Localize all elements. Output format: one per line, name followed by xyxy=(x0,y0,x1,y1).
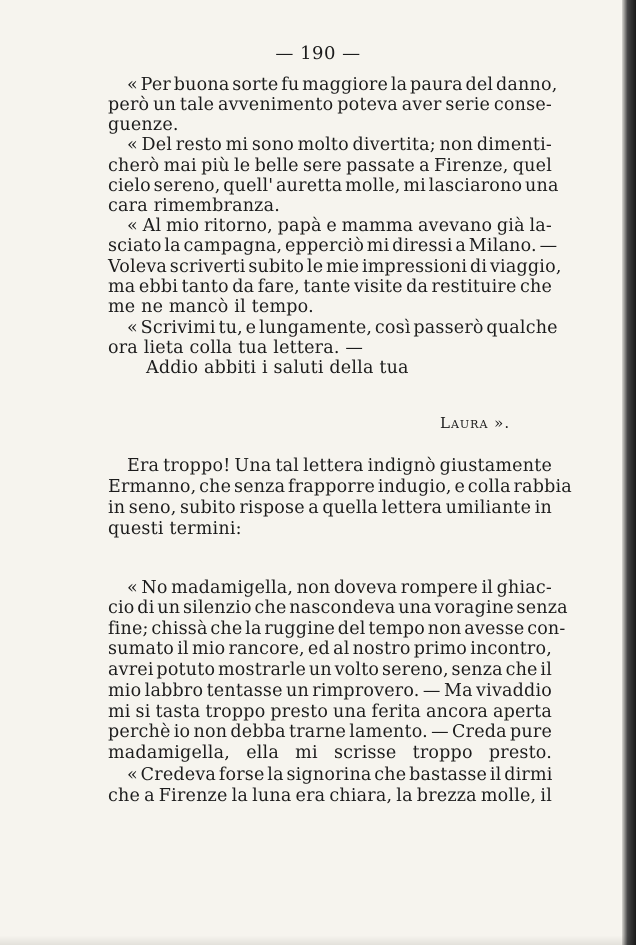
text-line: ma ebbi tanto da fare, tante visite da restituire che xyxy=(108,277,552,297)
text-line: perchè io non debba trarne lamento. — Creda pure xyxy=(108,722,552,742)
text-line: « Per buona sorte fu maggiore la paura del danno, xyxy=(127,75,558,95)
page-number: — 190 — xyxy=(275,43,361,64)
text-line: questi termini: xyxy=(108,519,242,539)
text-line: « No madamigella, non doveva rompere il ghiac- xyxy=(127,578,552,598)
text-line: cherò mai più le belle sere passate a Firenze, quel xyxy=(108,156,552,176)
text-line: Era troppo! Una tal lettera indignò giustamente xyxy=(127,456,552,476)
text-line: in seno, subito rispose a quella lettera umiliante in xyxy=(108,498,552,518)
text-line: però un tale avvenimento poteva aver serie conse- xyxy=(108,95,552,115)
text-line: avrei potuto mostrarle un volto sereno, senza che il xyxy=(108,660,552,680)
text-line: sciato la campagna, epperciò mi diressi a Milano. — xyxy=(108,236,558,256)
text-line: « Credeva forse la signorina che bastasse il dirmi xyxy=(127,765,553,785)
text-line: fine; chissà che la ruggine del tempo non avesse con- xyxy=(108,619,566,639)
page-edge-shadow xyxy=(622,0,636,945)
text-line: cielo sereno, quell' auretta molle, mi lasciarono una xyxy=(108,176,559,196)
text-line: « Al mio ritorno, papà e mamma avevano già la- xyxy=(127,216,552,236)
text-line: Addio abbiti i saluti della tua xyxy=(146,358,409,378)
page-bottom-shadow xyxy=(0,935,636,945)
text-line: me ne mancò il tempo. xyxy=(108,297,314,317)
text-line: che a Firenze la luna era chiara, la brezza molle, il xyxy=(108,786,552,806)
text-line: ora lieta colla tua lettera. — xyxy=(108,338,364,358)
signature-laura: Laura ». xyxy=(440,414,511,432)
text-line: Voleva scriverti subito le mie impressioni di viaggio, xyxy=(108,257,562,277)
text-line: madamigella, ella mi scrisse troppo presto. xyxy=(108,743,552,763)
text-line: « Scrivimi tu, e lungamente, così passerò qualche xyxy=(127,318,558,338)
text-line: « Del resto mi sono molto divertita; non dimenti- xyxy=(127,135,552,155)
text-line: mio labbro tentasse un rimprovero. — Ma vivaddio xyxy=(108,681,552,701)
text-line: cara rimembranza. xyxy=(108,196,280,216)
text-line: Ermanno, che senza frapporre indugio, e colla rabbia xyxy=(108,477,572,497)
text-line: guenze. xyxy=(108,115,179,135)
text-line: mi si tasta troppo presto una ferita ancora aperta xyxy=(108,702,552,722)
text-line: cio di un silenzio che nascondeva una voragine senza xyxy=(108,598,568,618)
text-line: sumato il mio rancore, ed al nostro primo incontro, xyxy=(108,639,552,659)
